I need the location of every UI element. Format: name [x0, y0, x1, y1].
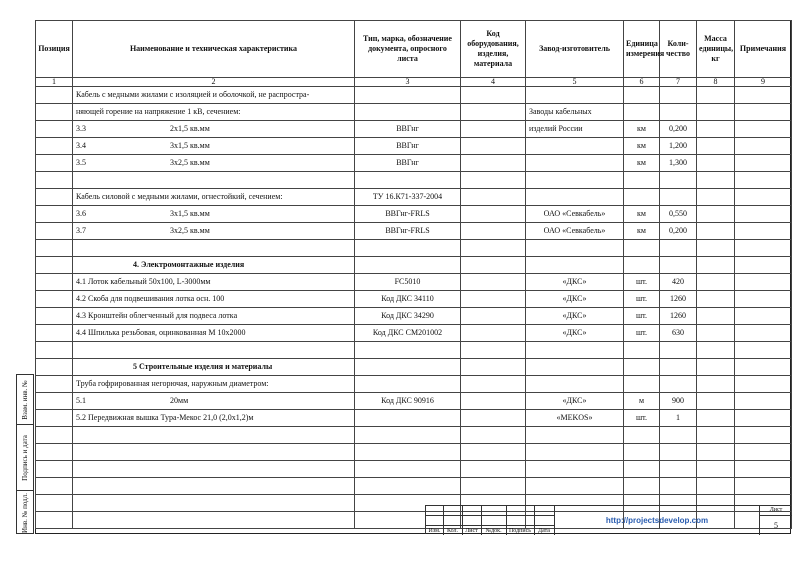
table-row: [36, 478, 792, 495]
cell-qty: 1260: [660, 308, 697, 325]
cell-name: 4.3 Кронштейн облегченный для подвеса лотка: [73, 308, 355, 325]
cell-position: [36, 393, 73, 410]
cell-code: [461, 172, 526, 189]
cell-note: [735, 121, 792, 138]
cell-maker: «ДКС»: [526, 325, 624, 342]
cell-mass: [697, 104, 735, 121]
cell-mass: [697, 240, 735, 257]
cell-type: [355, 342, 461, 359]
cell-code: [461, 342, 526, 359]
cell-code: [461, 410, 526, 427]
cell-unit: км: [624, 138, 660, 155]
table-row: [36, 444, 792, 461]
cell-unit: км: [624, 121, 660, 138]
cell-qty: [660, 427, 697, 444]
item-spec: 20мм: [170, 396, 189, 405]
cell-unit: [624, 87, 660, 104]
table-row: [36, 393, 792, 410]
cell-note: [735, 478, 792, 495]
cell-note: [735, 274, 792, 291]
sheet-label: Лист: [760, 506, 792, 516]
cell-type: Код ДКС 34290: [355, 308, 461, 325]
cell-mass: [697, 155, 735, 172]
table-row: [36, 138, 792, 155]
table-body: [36, 87, 792, 529]
cell-code: [461, 189, 526, 206]
cell-unit: шт.: [624, 308, 660, 325]
cell-unit: [624, 376, 660, 393]
cell-code: [461, 325, 526, 342]
column-number: 7: [660, 78, 697, 87]
cell-maker: «ДКС»: [526, 308, 624, 325]
table-row: [36, 257, 792, 274]
item-code: 3.7: [76, 226, 86, 235]
cell-note: [735, 172, 792, 189]
cell-maker: [526, 376, 624, 393]
cell-note: [735, 206, 792, 223]
cell-maker: [526, 189, 624, 206]
cell-unit: [624, 427, 660, 444]
column-number: 3: [355, 78, 461, 87]
cell-maker: ОАО «Севкабель»: [526, 206, 624, 223]
header-name: Наименование и техническая характеристика: [73, 21, 355, 78]
cell-code: [461, 291, 526, 308]
cell-mass: [697, 189, 735, 206]
cell-note: [735, 155, 792, 172]
cell-note: [735, 376, 792, 393]
cell-name: [73, 172, 355, 189]
column-number: 9: [735, 78, 792, 87]
stamp-label-signature: Подпись: [508, 528, 532, 534]
table-row: [36, 121, 792, 138]
cell-code: [461, 359, 526, 376]
side-label-sign-date: Подпись и дата: [21, 434, 29, 481]
table-row: [36, 376, 792, 393]
cell-unit: км: [624, 223, 660, 240]
cell-code: [461, 155, 526, 172]
signature-grid: [426, 506, 554, 535]
cell-unit: [624, 342, 660, 359]
cell-position: [36, 155, 73, 172]
side-cell-inv-orig: [17, 491, 33, 535]
cell-mass: [697, 291, 735, 308]
stamp-label-sheet: Лист: [465, 528, 478, 534]
cell-type: ВВГнг: [355, 155, 461, 172]
cell-position: [36, 478, 73, 495]
header-note: Примечания: [735, 21, 792, 78]
cell-position: [36, 325, 73, 342]
cell-qty: [660, 104, 697, 121]
cell-unit: шт.: [624, 291, 660, 308]
cell-mass: [697, 427, 735, 444]
cell-type: [355, 478, 461, 495]
cell-position: [36, 342, 73, 359]
cell-unit: [624, 461, 660, 478]
cell-qty: [660, 359, 697, 376]
cell-code: [461, 427, 526, 444]
cell-qty: 630: [660, 325, 697, 342]
cell-note: [735, 104, 792, 121]
table-row: [36, 223, 792, 240]
cell-qty: 1,300: [660, 155, 697, 172]
website-link[interactable]: http://projectsdevelop.com: [554, 506, 759, 535]
cell-type: ВВГнг: [355, 138, 461, 155]
table-row: [36, 427, 792, 444]
cell-mass: [697, 325, 735, 342]
cell-maker: изделий России: [526, 121, 624, 138]
cell-note: [735, 257, 792, 274]
table-row: [36, 104, 792, 121]
cell-position: [36, 274, 73, 291]
cell-name: [73, 223, 355, 240]
table-row: [36, 359, 792, 376]
cell-position: [36, 495, 73, 512]
cell-name: [73, 427, 355, 444]
cell-position: [36, 359, 73, 376]
cell-type: [355, 410, 461, 427]
item-spec: 3х1,5 кв.мм: [170, 141, 210, 150]
cell-position: [36, 291, 73, 308]
cell-mass: [697, 138, 735, 155]
cell-note: [735, 189, 792, 206]
cell-unit: шт.: [624, 274, 660, 291]
header-unit: Единица измерения: [624, 21, 660, 78]
cell-type: ТУ 16.К71-337-2004: [355, 189, 461, 206]
cell-note: [735, 223, 792, 240]
cell-name: [73, 206, 355, 223]
table-row: [36, 342, 792, 359]
cell-type: [355, 444, 461, 461]
cell-note: [735, 291, 792, 308]
cell-code: [461, 376, 526, 393]
cell-name: няющей горение на напряжение 1 кВ, сечением:: [73, 104, 355, 121]
cell-type: [355, 172, 461, 189]
cell-mass: [697, 206, 735, 223]
cell-maker: «ДКС»: [526, 291, 624, 308]
cell-mass: [697, 478, 735, 495]
sheet-box: [759, 506, 792, 535]
header-row: [36, 21, 792, 78]
table-row: [36, 240, 792, 257]
header-code: Код оборудования, изделия, материала: [461, 21, 526, 78]
cell-unit: шт.: [624, 325, 660, 342]
cell-name: [73, 478, 355, 495]
cell-position: [36, 461, 73, 478]
cell-maker: [526, 87, 624, 104]
cell-qty: 0,550: [660, 206, 697, 223]
cell-qty: 1,200: [660, 138, 697, 155]
cell-unit: [624, 189, 660, 206]
cell-code: [461, 121, 526, 138]
title-block: [425, 505, 791, 534]
item-code: 3.4: [76, 141, 86, 150]
cell-note: [735, 87, 792, 104]
column-number: 5: [526, 78, 624, 87]
cell-note: [735, 359, 792, 376]
cell-name: 4.4 Шпилька резьбовая, оцинкованная М 10х2000: [73, 325, 355, 342]
cell-position: [36, 240, 73, 257]
cell-name: 4. Электромонтажные изделия: [73, 257, 355, 274]
cell-unit: [624, 240, 660, 257]
cell-mass: [697, 461, 735, 478]
cell-maker: «ДКС»: [526, 274, 624, 291]
cell-position: [36, 308, 73, 325]
cell-name: 4.1 Лоток кабельный 50х100, L-3000мм: [73, 274, 355, 291]
stamp-label-count: Кол.: [446, 528, 459, 534]
cell-maker: Заводы кабельных: [526, 104, 624, 121]
header-type: Тип, марка, обозначение документа, опросного листа: [355, 21, 461, 78]
cell-mass: [697, 87, 735, 104]
cell-code: [461, 461, 526, 478]
cell-position: [36, 376, 73, 393]
cell-qty: 1260: [660, 291, 697, 308]
cell-unit: [624, 444, 660, 461]
table-row: [36, 325, 792, 342]
cell-maker: [526, 342, 624, 359]
cell-mass: [697, 342, 735, 359]
column-number: 2: [73, 78, 355, 87]
side-cell-sign-date: [17, 425, 33, 491]
cell-code: [461, 478, 526, 495]
cell-note: [735, 138, 792, 155]
cell-qty: [660, 257, 697, 274]
item-code: 5.1: [76, 396, 86, 405]
cell-qty: 0,200: [660, 121, 697, 138]
column-number: 1: [36, 78, 73, 87]
header-maker: Завод-изготовитель: [526, 21, 624, 78]
table-row: [36, 189, 792, 206]
cell-note: [735, 393, 792, 410]
cell-code: [461, 138, 526, 155]
item-spec: 3х2,5 кв.мм: [170, 158, 210, 167]
cell-name: [73, 121, 355, 138]
header-mass: Масса единицы, кг: [697, 21, 735, 78]
cell-qty: 420: [660, 274, 697, 291]
cell-type: [355, 359, 461, 376]
cell-note: [735, 342, 792, 359]
table-row: [36, 308, 792, 325]
cell-type: Код ДКС 34110: [355, 291, 461, 308]
cell-maker: [526, 257, 624, 274]
cell-note: [735, 410, 792, 427]
cell-position: [36, 410, 73, 427]
cell-unit: км: [624, 206, 660, 223]
cell-position: [36, 121, 73, 138]
cell-maker: [526, 155, 624, 172]
side-label-inv-replace: Взам. инв. №: [21, 379, 29, 420]
table-row: [36, 87, 792, 104]
cell-type: [355, 87, 461, 104]
item-code: 3.6: [76, 209, 86, 218]
cell-mass: [697, 274, 735, 291]
item-spec: 3х2,5 кв.мм: [170, 226, 210, 235]
stamp-label-change: Изм.: [428, 528, 441, 534]
cell-code: [461, 223, 526, 240]
side-label-inv-orig: Инв. № подл.: [21, 493, 29, 533]
item-code: 3.5: [76, 158, 86, 167]
cell-position: [36, 138, 73, 155]
item-code: 3.3: [76, 124, 86, 133]
cell-code: [461, 240, 526, 257]
cell-name: [73, 155, 355, 172]
cell-position: [36, 87, 73, 104]
cell-mass: [697, 410, 735, 427]
cell-maker: [526, 172, 624, 189]
cell-position: [36, 223, 73, 240]
cell-position: [36, 104, 73, 121]
cell-qty: [660, 87, 697, 104]
cell-type: [355, 427, 461, 444]
cell-maker: «MEKOS»: [526, 410, 624, 427]
cell-qty: [660, 189, 697, 206]
cell-name: [73, 444, 355, 461]
cell-name: Кабель силовой с медными жилами, огнестойкий, сечением:: [73, 189, 355, 206]
cell-maker: [526, 427, 624, 444]
cell-name: Труба гофрированная негорючая, наружным диаметром:: [73, 376, 355, 393]
side-stamp: [16, 374, 34, 534]
table-row: [36, 291, 792, 308]
cell-position: [36, 444, 73, 461]
table-row: [36, 410, 792, 427]
header-qty: Коли-чество: [660, 21, 697, 78]
cell-maker: [526, 478, 624, 495]
cell-note: [735, 308, 792, 325]
stamp-label-doc: №док.: [485, 528, 502, 534]
sheet-number: 5: [774, 521, 778, 530]
cell-code: [461, 444, 526, 461]
cell-unit: [624, 172, 660, 189]
cell-type: Код ДКС 90916: [355, 393, 461, 410]
cell-qty: [660, 376, 697, 393]
cell-mass: [697, 393, 735, 410]
cell-maker: [526, 240, 624, 257]
cell-qty: [660, 240, 697, 257]
cell-qty: 1: [660, 410, 697, 427]
cell-code: [461, 393, 526, 410]
cell-note: [735, 240, 792, 257]
cell-type: ВВГнг: [355, 121, 461, 138]
cell-name: Кабель с медными жилами с изоляцией и оболочкой, не распростра-: [73, 87, 355, 104]
cell-position: [36, 206, 73, 223]
cell-type: [355, 104, 461, 121]
cell-position: [36, 172, 73, 189]
cell-position: [36, 257, 73, 274]
side-cell-inv-replace: [17, 375, 33, 425]
cell-mass: [697, 257, 735, 274]
cell-maker: «ДКС»: [526, 393, 624, 410]
column-number: 4: [461, 78, 526, 87]
cell-position: [36, 427, 73, 444]
cell-unit: км: [624, 155, 660, 172]
cell-name: [73, 393, 355, 410]
cell-maker: [526, 461, 624, 478]
stamp-label-date: Дата: [538, 528, 550, 534]
cell-name: [73, 495, 355, 512]
cell-code: [461, 87, 526, 104]
cell-qty: [660, 444, 697, 461]
cell-code: [461, 206, 526, 223]
cell-name: [73, 240, 355, 257]
cell-maker: [526, 444, 624, 461]
cell-type: ВВГнг-FRLS: [355, 206, 461, 223]
cell-mass: [697, 308, 735, 325]
cell-name: 5 Строительные изделия и материалы: [73, 359, 355, 376]
item-spec: 3х1,5 кв.мм: [170, 209, 210, 218]
table-row: [36, 274, 792, 291]
cell-type: FC5010: [355, 274, 461, 291]
cell-mass: [697, 444, 735, 461]
cell-unit: [624, 359, 660, 376]
cell-qty: [660, 342, 697, 359]
table-row: [36, 206, 792, 223]
cell-name: [73, 512, 355, 529]
specification-table: [35, 20, 792, 529]
cell-qty: 900: [660, 393, 697, 410]
cell-qty: [660, 478, 697, 495]
cell-name: [73, 138, 355, 155]
cell-mass: [697, 223, 735, 240]
cell-position: [36, 189, 73, 206]
cell-note: [735, 325, 792, 342]
column-number-row: [36, 78, 792, 87]
cell-qty: [660, 172, 697, 189]
cell-note: [735, 461, 792, 478]
cell-name: 4.2 Скоба для подвешивания лотка осн. 100: [73, 291, 355, 308]
cell-code: [461, 308, 526, 325]
cell-qty: 0,200: [660, 223, 697, 240]
cell-code: [461, 257, 526, 274]
cell-name: 5.2 Передвижная вышка Тура-Мекос 21,0 (2,0х1,2)м: [73, 410, 355, 427]
table-row: [36, 461, 792, 478]
cell-note: [735, 444, 792, 461]
cell-unit: [624, 478, 660, 495]
cell-mass: [697, 359, 735, 376]
cell-type: [355, 257, 461, 274]
item-spec: 2х1,5 кв.мм: [170, 124, 210, 133]
cell-type: Код ДКС СМ201002: [355, 325, 461, 342]
table-row: [36, 172, 792, 189]
cell-code: [461, 104, 526, 121]
cell-type: [355, 240, 461, 257]
cell-maker: ОАО «Севкабель»: [526, 223, 624, 240]
column-number: 6: [624, 78, 660, 87]
cell-unit: [624, 104, 660, 121]
cell-maker: [526, 359, 624, 376]
cell-unit: м: [624, 393, 660, 410]
cell-mass: [697, 121, 735, 138]
cell-type: ВВГнг-FRLS: [355, 223, 461, 240]
cell-code: [461, 274, 526, 291]
cell-mass: [697, 376, 735, 393]
cell-unit: шт.: [624, 410, 660, 427]
cell-note: [735, 427, 792, 444]
cell-mass: [697, 172, 735, 189]
cell-name: [73, 342, 355, 359]
cell-unit: [624, 257, 660, 274]
header-position: Позиция: [36, 21, 73, 78]
cell-maker: [526, 138, 624, 155]
table-row: [36, 155, 792, 172]
cell-type: [355, 376, 461, 393]
cell-qty: [660, 461, 697, 478]
cell-position: [36, 512, 73, 529]
cell-type: [355, 461, 461, 478]
cell-name: [73, 461, 355, 478]
column-number: 8: [697, 78, 735, 87]
